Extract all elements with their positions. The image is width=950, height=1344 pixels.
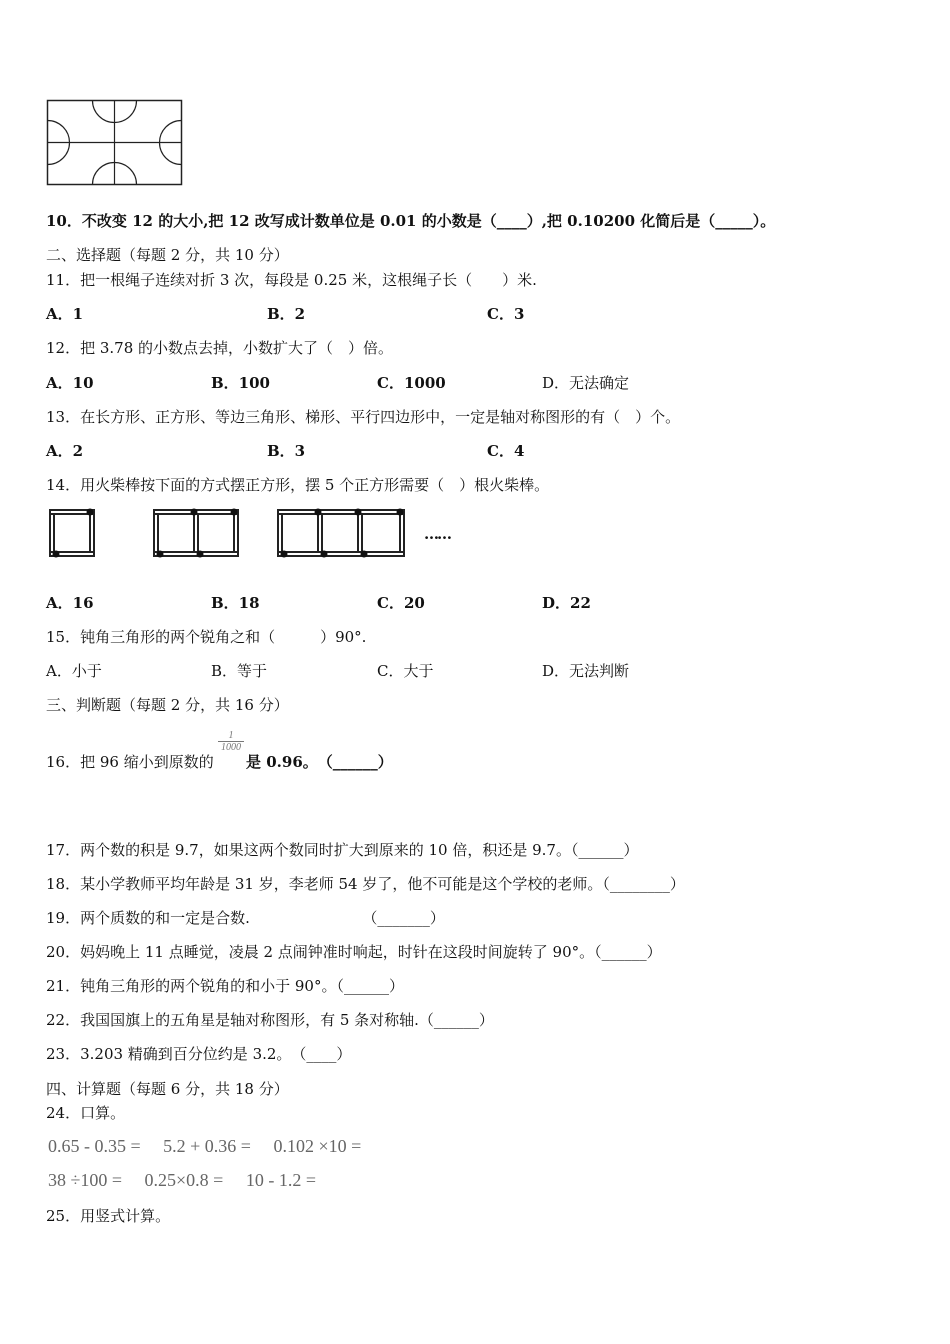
q14-option-c[interactable]: C．20	[377, 594, 425, 612]
oral-calc-item: 0.25×0.8 =	[144, 1170, 224, 1190]
q15-option-b[interactable]: B．等于	[211, 662, 268, 680]
section-judge-heading: 三、判断题（每题 2 分，共 16 分）	[46, 696, 289, 714]
question-21: 21．钝角三角形的两个锐角的和小于 90°。（______）	[46, 977, 404, 995]
question-22: 22．我国国旗上的五角星是轴对称图形，有 5 条对称轴.（______）	[46, 1011, 494, 1029]
q11-option-b[interactable]: B．2	[267, 305, 306, 323]
q13-option-c[interactable]: C．4	[487, 442, 525, 460]
q15-option-a[interactable]: A．小于	[46, 662, 102, 680]
oral-calc-item: 5.2 + 0.36 =	[163, 1136, 251, 1156]
question-18: 18．某小学教师平均年龄是 31 岁，李老师 54 岁了，他不可能是这个学校的老师。（________）	[46, 875, 685, 893]
question-24: 24．口算。	[46, 1104, 126, 1122]
matchstick-figure	[44, 505, 414, 561]
question-10: 10．不改变 12 的大小,把 12 改写成计数单位是 0.01 的小数是（____）,把 0.10200 化简后是（_____）。	[46, 212, 776, 230]
q13-option-b[interactable]: B．3	[267, 442, 306, 460]
fraction-numerator: 1	[228, 730, 234, 741]
q12-option-b[interactable]: B．100	[211, 374, 270, 392]
section-choice-heading: 二、选择题（每题 2 分，共 10 分）	[46, 246, 289, 264]
question-16-post: 是 0.96。 （______）	[246, 753, 393, 771]
q12-option-c[interactable]: C．1000	[377, 374, 446, 392]
question-23: 23．3.203 精确到百分位约是 3.2。 （____）	[46, 1045, 352, 1063]
court-figure	[46, 99, 184, 187]
q13-option-a[interactable]: A．2	[46, 442, 84, 460]
question-17: 17．两个数的积是 9.7，如果这两个数同时扩大到原来的 10 倍，积还是 9.7。（______）	[46, 841, 639, 859]
oral-calc-item: 38 ÷100 =	[48, 1170, 123, 1190]
question-25: 25．用竖式计算。	[46, 1207, 171, 1225]
q12-option-a[interactable]: A．10	[46, 374, 94, 392]
question-16-pre: 16．把 96 缩小到原数的	[46, 753, 214, 771]
q15-option-d[interactable]: D．无法判断	[542, 662, 630, 680]
oral-calc-item: 10 - 1.2 =	[245, 1170, 316, 1190]
q14-option-b[interactable]: B．18	[211, 594, 260, 612]
question-15: 15．钝角三角形的两个锐角之和（ ）90°.	[46, 628, 367, 646]
q14-option-a[interactable]: A．16	[46, 594, 94, 612]
q11-option-c[interactable]: C．3	[487, 305, 525, 323]
fraction-denominator: 1000	[218, 741, 244, 753]
question-13: 13．在长方形、正方形、等边三角形、梯形、平行四边形中，一定是轴对称图形的有（ ）个。	[46, 408, 681, 426]
question-20: 20．妈妈晚上 11 点睡觉，凌晨 2 点闹钟准时响起，时针在这段时间旋转了 90°。（______）	[46, 943, 662, 961]
fraction-1-1000	[218, 730, 244, 753]
q12-option-d[interactable]: D．无法确定	[542, 374, 630, 392]
section-calc-heading: 四、计算题（每题 6 分，共 18 分）	[46, 1080, 289, 1098]
q14-option-d[interactable]: D．22	[542, 594, 591, 612]
question-11: 11．把一根绳子连续对折 3 次，每段是 0.25 米，这根绳子长（ ）米.	[46, 271, 537, 289]
oral-calc-row-2	[48, 1169, 334, 1191]
oral-calc-item: 0.102 ×10 =	[273, 1136, 362, 1156]
q15-option-c[interactable]: C．大于	[377, 662, 434, 680]
oral-calc-item: 0.65 - 0.35 =	[48, 1136, 141, 1156]
question-14: 14．用火柴棒按下面的方式摆正方形，摆 5 个正方形需要（ ）根火柴棒。	[46, 476, 550, 494]
matchstick-ellipsis: ……	[424, 525, 450, 543]
question-19: 19．两个质数的和一定是合数. （_______）	[46, 909, 445, 927]
q11-option-a[interactable]: A．1	[46, 305, 84, 323]
question-12: 12．把 3.78 的小数点去掉，小数扩大了（ ）倍。	[46, 339, 394, 357]
oral-calc-row-1	[48, 1135, 379, 1157]
